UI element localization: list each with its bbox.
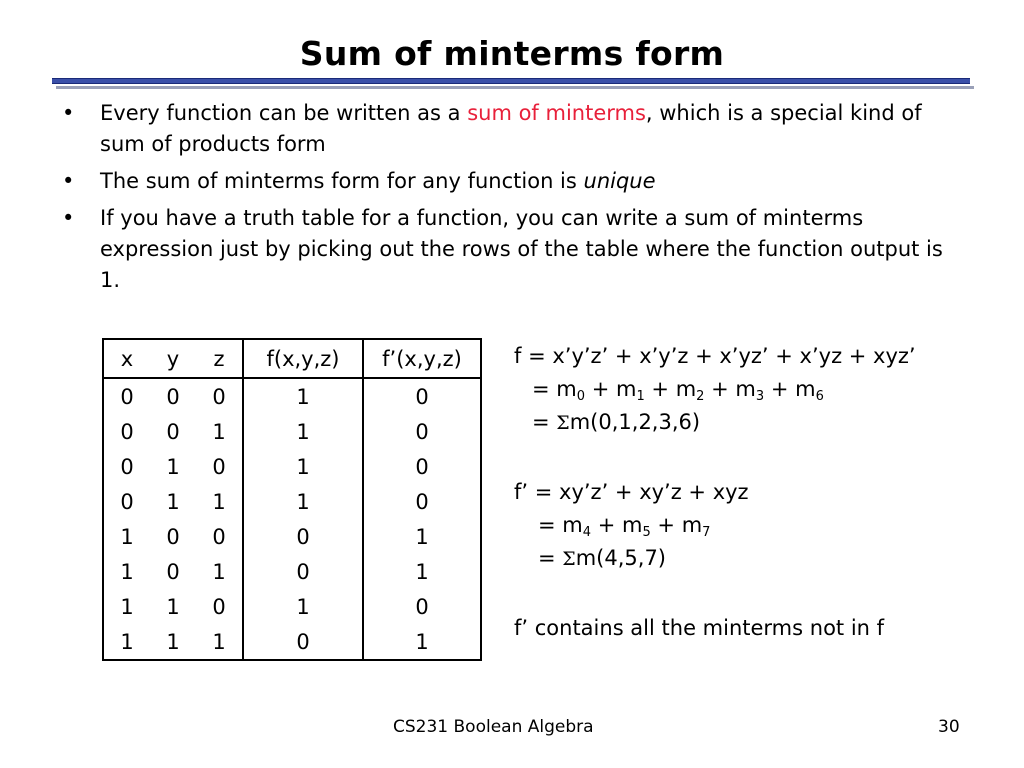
footer-course: CS231 Boolean Algebra: [393, 717, 594, 737]
cell-f-complement: 1: [415, 629, 429, 654]
truth-table-body: [103, 378, 481, 660]
cell-f-complement: 0: [415, 419, 429, 444]
cell-f: 1: [243, 589, 363, 624]
header-y: y: [166, 346, 180, 371]
fp-expression: f’ = xy’z’ + xy’z + xyz: [514, 480, 749, 504]
bullet-list: [60, 98, 960, 302]
table-row: [103, 624, 481, 660]
cell-x: 1: [120, 629, 134, 654]
cell-f-complement: 0: [415, 489, 429, 514]
cell-y: 1: [166, 629, 180, 654]
cell-f-complement: 0: [415, 384, 429, 409]
cell-y: 0: [166, 384, 180, 409]
cell-y: 1: [166, 594, 180, 619]
fp-minterm-sum: [514, 509, 749, 542]
bullet-dot-icon: •: [62, 101, 75, 125]
bullet-item-3: [60, 203, 960, 296]
f-sigma-notation: = Σm(0,1,2,3,6): [532, 410, 701, 434]
cell-z: 0: [196, 589, 243, 624]
cell-f: 1: [243, 378, 363, 414]
cell-y: 1: [166, 489, 180, 514]
page-number: 30: [938, 717, 960, 737]
cell-z: 0: [196, 449, 243, 484]
minterm: $m_7$: [681, 513, 711, 540]
cell-y: 0: [166, 524, 180, 549]
cell-x: 1: [120, 559, 134, 584]
f-equation-block: [514, 340, 916, 440]
table-row: [103, 484, 481, 519]
cell-f: 0: [243, 554, 363, 589]
cell-f-complement: 1: [415, 524, 429, 549]
minterm: $m_4$: [562, 513, 592, 540]
table-row: [103, 589, 481, 624]
fp-sigma-notation: = Σm(4,5,7): [538, 546, 666, 570]
sigma-icon: Σ: [556, 412, 570, 434]
cell-f: 0: [243, 519, 363, 554]
fp-equation-block: [514, 476, 749, 576]
header-z: z: [196, 339, 243, 378]
title-divider-shadow: [56, 86, 974, 89]
title-divider: [52, 78, 970, 84]
f-minterm-list: $m_0 + m_1 + m_2 + m_3 + m_6$: [556, 377, 824, 404]
table-row: [103, 378, 481, 414]
bullet-1-highlight: sum of minterms: [467, 101, 646, 125]
cell-f: 1: [243, 484, 363, 519]
cell-x: 0: [120, 489, 134, 514]
cell-y: 0: [166, 559, 180, 584]
cell-z: 1: [196, 484, 243, 519]
f-equals: =: [532, 377, 557, 401]
f-expression: f = x’y’z’ + x’y’z + x’yz’ + x’yz + xyz’: [514, 344, 916, 368]
fp-equals: =: [538, 513, 563, 537]
cell-x: 0: [120, 454, 134, 479]
table-row: [103, 414, 481, 449]
cell-z: 0: [196, 519, 243, 554]
minterm: $m_3$: [735, 377, 765, 404]
truth-table: [102, 338, 482, 661]
cell-f: 1: [243, 449, 363, 484]
cell-x: 1: [120, 524, 134, 549]
cell-f-complement: 1: [415, 559, 429, 584]
bullet-2-emphasis: unique: [583, 169, 656, 193]
complement-note: f’ contains all the minterms not in f: [514, 616, 885, 640]
fp-minterm-list: $m_4 + m_5 + m_7$: [562, 513, 711, 540]
minterm: $m_1$: [615, 377, 645, 404]
bullet-item-1: [60, 98, 960, 160]
minterm: $m_6$: [795, 377, 824, 404]
cell-z: 1: [196, 554, 243, 589]
f-minterm-sum: [514, 373, 916, 406]
cell-f: 1: [243, 414, 363, 449]
cell-f-complement: 0: [415, 594, 429, 619]
slide-title: Sum of minterms form: [299, 34, 725, 73]
cell-x: 0: [120, 419, 134, 444]
minterm: $m_0$: [556, 377, 586, 404]
cell-x: 0: [120, 384, 134, 409]
cell-z: 1: [196, 414, 243, 449]
cell-f: 0: [243, 624, 363, 660]
fp-sigma-text: m(4,5,7): [575, 546, 666, 570]
cell-x: 1: [120, 594, 134, 619]
bullet-2-text-pre: The sum of minterms form for any function is: [100, 169, 584, 193]
cell-z: 1: [196, 624, 243, 660]
truth-table-header-row: [103, 339, 481, 378]
table-row: [103, 449, 481, 484]
cell-y: 1: [166, 454, 180, 479]
bullet-item-2: [60, 166, 960, 197]
bullet-1-text-pre: Every function can be written as a: [100, 101, 468, 125]
header-x: x: [120, 346, 134, 371]
bullet-dot-icon: •: [62, 169, 75, 193]
minterm: $m_5$: [621, 513, 651, 540]
f-sigma-text: m(0,1,2,3,6): [569, 410, 701, 434]
cell-y: 0: [166, 419, 180, 444]
table-row: [103, 519, 481, 554]
cell-z: 0: [196, 378, 243, 414]
cell-f-complement: 0: [415, 454, 429, 479]
sigma-icon: Σ: [562, 548, 576, 570]
minterm: $m_2$: [675, 377, 705, 404]
bullet-1-text-post: , which is a special kind of sum of products form: [100, 101, 922, 156]
bullet-dot-icon: •: [62, 206, 75, 230]
header-f-complement: f’(x,y,z): [382, 346, 462, 371]
header-f: f(x,y,z): [243, 339, 363, 378]
bullet-3-text: If you have a truth table for a function, you can write a sum of minterms expression just by picking out the rows of the table where the function output is 1.: [100, 206, 943, 292]
table-row: [103, 554, 481, 589]
